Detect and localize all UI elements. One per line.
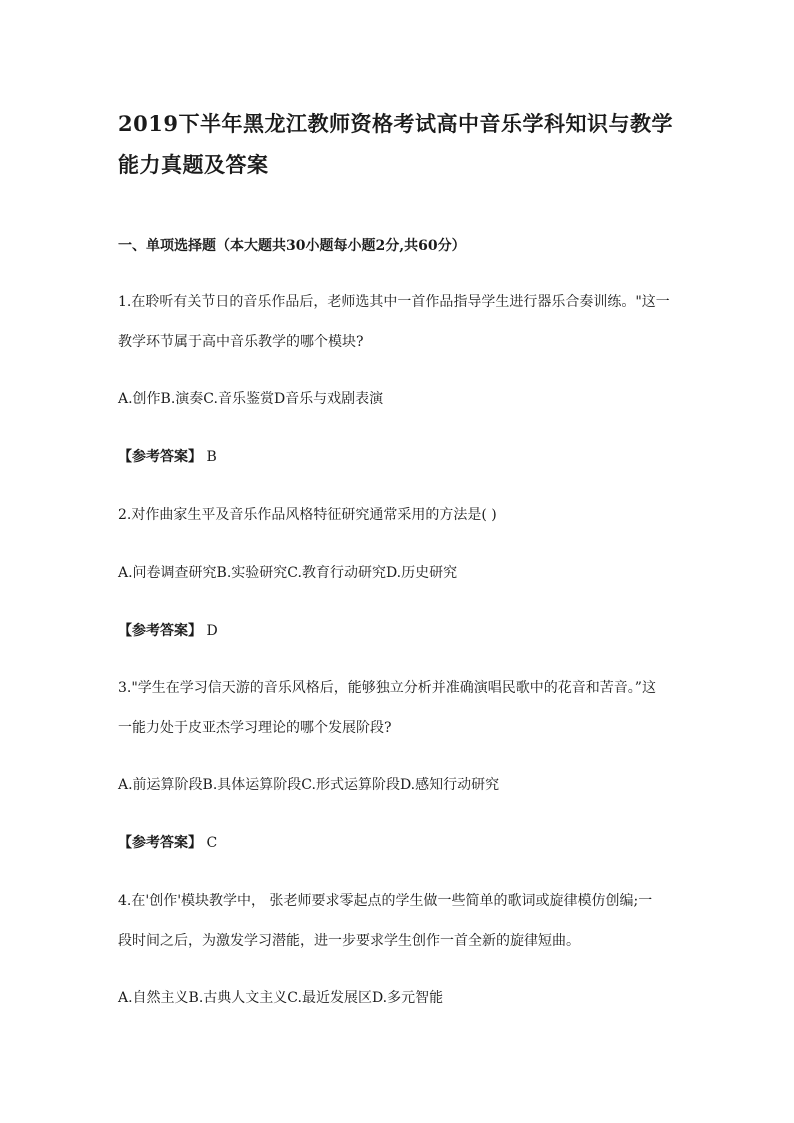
question-3-stem-line-1: 3."学生在学习信天游的音乐风格后，能够独立分析并准确演唱民歌中的花音和苦音。”这 (118, 680, 656, 696)
question-4-stem-line-1: 4.在'创作'模块教学中， 张老师要求零起点的学生做一些简单的歌词或旋律模仿创编;一 (118, 893, 653, 909)
question-3-stem-line-2: 一能力处于皮亚杰学习理论的哪个发展阶段? (118, 720, 392, 736)
section-heading: 一、单项选择题（本大题共30小题每小题2分,共60分） (118, 238, 466, 254)
question-3-answer (118, 833, 688, 853)
question-1-stem-line-1: 1.在聆听有关节日的音乐作品后，老师选其中一首作品指导学生进行器乐合奏训练。"这一 (118, 294, 670, 310)
answer-label: 【参考答案】 (118, 623, 202, 639)
question-2-options: A.问卷调查研究B.实验研究C.教育行动研究D.历史研究 (118, 565, 458, 581)
document-title-line-2: 能力真题及答案 (118, 152, 269, 177)
answer-value: D (206, 623, 218, 639)
question-4-stem-line-2: 段时间之后，为激发学习潜能，进一步要求学生创作一首全新的旋律短曲。 (118, 933, 580, 949)
document-title-line-1: 2019下半年黑龙江教师资格考试高中音乐学科知识与教学 (118, 111, 673, 136)
question-1-answer (118, 447, 688, 467)
answer-label: 【参考答案】 (118, 449, 202, 465)
question-1-stem-line-2: 教学环节属于高中音乐教学的哪个模块? (118, 334, 364, 350)
answer-value: B (206, 449, 217, 465)
question-2-answer (118, 621, 688, 641)
question-4-options: A.自然主义B.古典人文主义C.最近发展区D.多元智能 (118, 990, 444, 1006)
question-1-options: A.创作B.演奏C.音乐鉴赏D音乐与戏剧表演 (118, 391, 384, 407)
answer-value: C (206, 835, 218, 851)
question-2-stem-line-1: 2.对作曲家生平及音乐作品风格特征研究通常采用的方法是( ) (118, 507, 497, 523)
answer-label: 【参考答案】 (118, 835, 202, 851)
question-3-options: A.前运算阶段B.具体运算阶段C.形式运算阶段D.感知行动研究 (118, 777, 500, 793)
